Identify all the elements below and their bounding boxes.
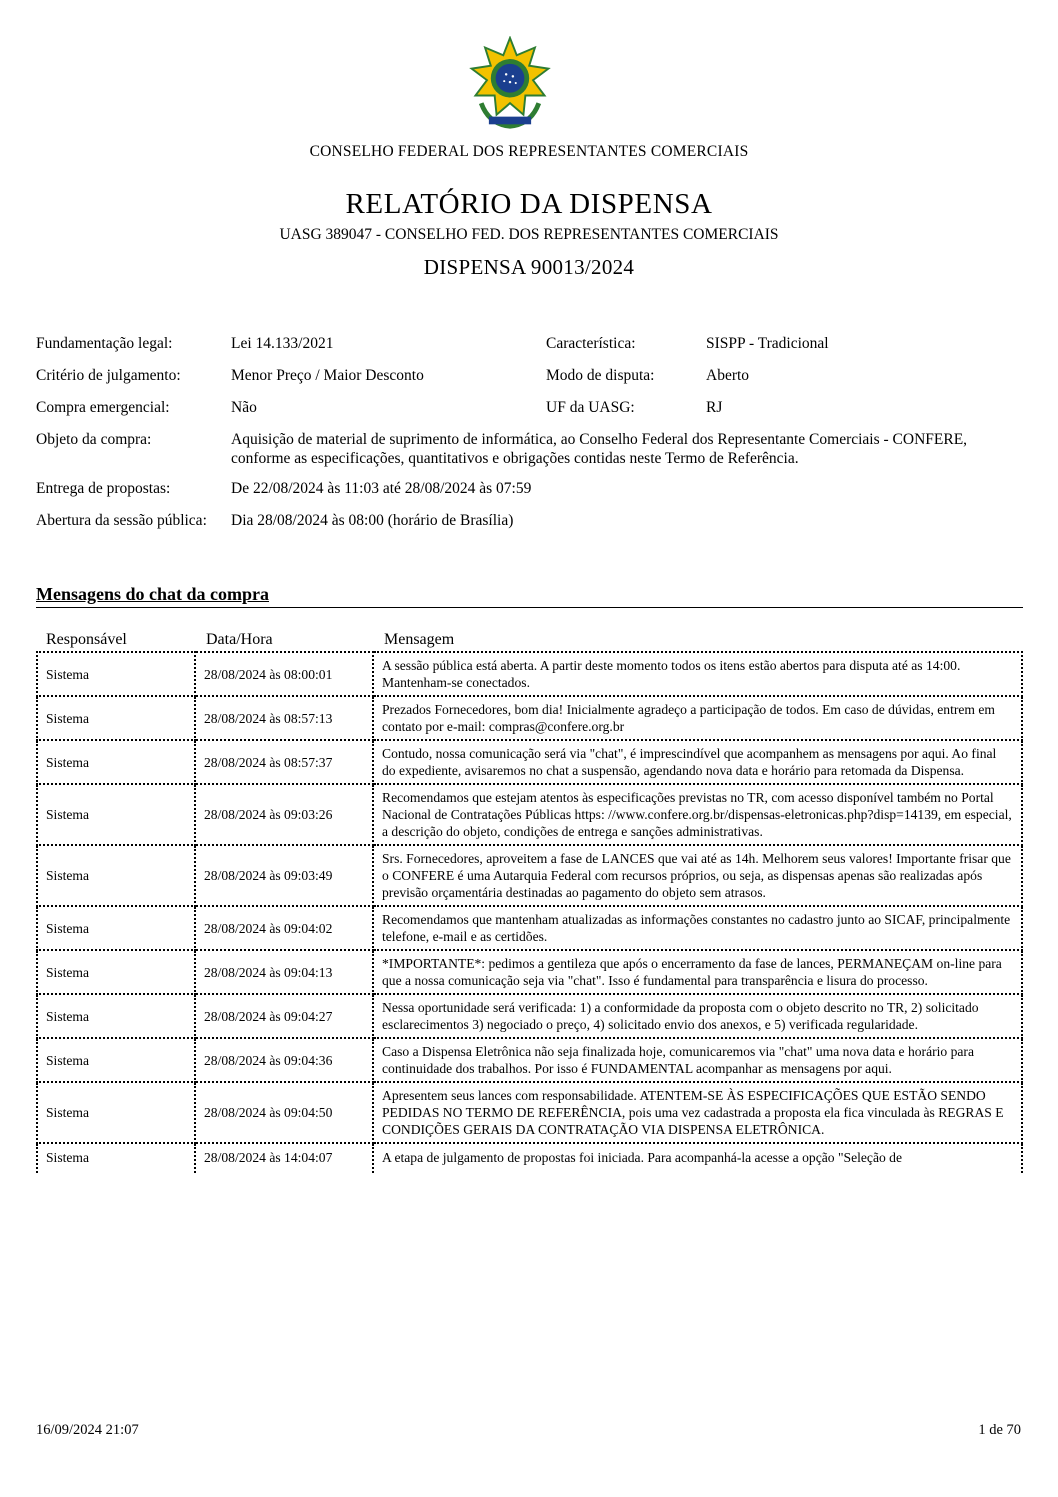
entrega-value: De 22/08/2024 às 11:03 até 28/08/2024 às 07:59	[231, 480, 532, 497]
objeto-label: Objeto da compra:	[36, 431, 152, 448]
row-message: Recomendamos que mantenham atualizadas as informações constantes no cadastro junto ao SICAF, principalmente telefone, e-mail e as certidões.	[373, 906, 1022, 950]
row-datetime: 28/08/2024 às 09:03:49	[195, 845, 373, 906]
row-responsavel: Sistema	[37, 950, 195, 994]
chat-messages-table	[36, 651, 1023, 1173]
uf-label: UF da UASG:	[546, 399, 635, 416]
table-row	[37, 740, 1022, 784]
fundamentacao-value: Lei 14.133/2021	[231, 335, 334, 352]
abertura-label: Abertura da sessão pública:	[36, 512, 207, 529]
chat-heading: Mensagens do chat da compra	[36, 584, 269, 604]
table-row	[37, 696, 1022, 740]
objeto-value: Aquisição de material de suprimento de informática, ao Conselho Federal dos Representante Comerciais - CONFERE, conforme as especificações, quantitativos e obrigações contidas neste Termo de Referência.	[231, 431, 968, 467]
row-message: Srs. Fornecedores, aproveitem a fase de LANCES que vai até as 14h. Melhorem seus valores! Importante frisar que o CONFERE é uma Autarquia Federal com recursos próprios, ou seja, as dispensas apenas são realizadas após previsão orçamentária destinadas ao pagamento do objeto sem atrasos.	[373, 845, 1022, 906]
table-row	[37, 906, 1022, 950]
row-datetime: 28/08/2024 às 09:03:26	[195, 784, 373, 845]
caracteristica-value: SISPP - Tradicional	[706, 335, 829, 352]
row-datetime: 28/08/2024 às 09:04:36	[195, 1038, 373, 1082]
row-responsavel: Sistema	[37, 696, 195, 740]
row-message: Prezados Fornecedores, bom dia! Inicialmente agradeço a participação de todos. Em caso de dúvidas, entrem em contato por e-mail: compras@confere.org.br	[373, 696, 1022, 740]
heading-divider	[36, 607, 1023, 608]
modo-label: Modo de disputa:	[546, 367, 655, 384]
column-header-mensagem: Mensagem	[384, 631, 455, 648]
row-message: Recomendamos que estejam atentos às especificações previstas no TR, com acesso disponível também no Portal Nacional de Contratações Públicas https: //www.confere.org.br/dispensas-eletronicas.php?disp=14139, em especial, a descrição do objeto, condições de entrega e sanções administrativas.	[373, 784, 1022, 845]
table-row	[37, 845, 1022, 906]
caracteristica-label: Característica:	[546, 335, 636, 352]
table-row	[37, 1082, 1022, 1143]
criterio-label: Critério de julgamento:	[36, 367, 181, 384]
modo-value: Aberto	[706, 367, 750, 384]
emergencial-value: Não	[231, 399, 257, 416]
row-datetime: 28/08/2024 às 08:57:13	[195, 696, 373, 740]
row-datetime: 28/08/2024 às 14:04:07	[195, 1143, 373, 1173]
footer-timestamp: 16/09/2024 21:07	[36, 1422, 139, 1438]
emergencial-label: Compra emergencial:	[36, 399, 170, 416]
row-datetime: 28/08/2024 às 09:04:13	[195, 950, 373, 994]
brazil-coat-of-arms-icon	[462, 36, 558, 132]
row-responsavel: Sistema	[37, 906, 195, 950]
row-responsavel: Sistema	[37, 784, 195, 845]
row-message: Nessa oportunidade será verificada: 1) a conformidade da proposta com o objeto descrito no TR, 2) solicitado esclarecimentos 3) negociado o preço, 4) solicitado envio dos anexos, e 5) verificada regularidade.	[373, 994, 1022, 1038]
row-responsavel: Sistema	[37, 845, 195, 906]
row-datetime: 28/08/2024 às 09:04:50	[195, 1082, 373, 1143]
row-responsavel: Sistema	[37, 652, 195, 696]
row-datetime: 28/08/2024 às 09:04:02	[195, 906, 373, 950]
row-message: Caso a Dispensa Eletrônica não seja finalizada hoje, comunicaremos via "chat" uma nova data e horário para continuidade dos trabalhos. Por isso é FUNDAMENTAL acompanhar as mensagens por aqui.	[373, 1038, 1022, 1082]
column-header-responsavel: Responsável	[46, 631, 127, 648]
row-responsavel: Sistema	[37, 1082, 195, 1143]
row-message: A etapa de julgamento de propostas foi iniciada. Para acompanhá-la acesse a opção "Seleção de	[373, 1143, 1022, 1173]
fundamentacao-label: Fundamentação legal:	[36, 335, 173, 352]
table-row	[37, 950, 1022, 994]
row-datetime: 28/08/2024 às 09:04:27	[195, 994, 373, 1038]
row-responsavel: Sistema	[37, 1143, 195, 1173]
table-row	[37, 1038, 1022, 1082]
row-message: A sessão pública está aberta. A partir deste momento todos os itens estão abertos para disputa até as 14:00. Mantenham-se conectados.	[373, 652, 1022, 696]
uf-value: RJ	[706, 399, 723, 416]
row-responsavel: Sistema	[37, 740, 195, 784]
criterio-value: Menor Preço / Maior Desconto	[231, 367, 424, 384]
table-row	[37, 1143, 1022, 1173]
row-datetime: 28/08/2024 às 08:57:37	[195, 740, 373, 784]
table-row	[37, 652, 1022, 696]
row-message: *IMPORTANTE*: pedimos a gentileza que após o encerramento da fase de lances, PERMANEÇAM on-line para que a nossa comunicação seja via "chat". Isso é fundamental para transparência e lisura do processo.	[373, 950, 1022, 994]
dispensa-number: DISPENSA 90013/2024	[423, 255, 635, 279]
uasg-line: UASG 389047 - CONSELHO FED. DOS REPRESENTANTES COMERCIAIS	[279, 226, 779, 243]
column-header-datahora: Data/Hora	[206, 631, 273, 648]
footer-page-number: 1 de 70	[978, 1422, 1021, 1438]
row-message: Contudo, nossa comunicação será via "chat", é imprescindível que acompanhem as mensagens por aqui. Ao final do expediente, avisaremos no chat a suspensão, agendando nova data e horário para retomada da Dispensa.	[373, 740, 1022, 784]
table-row	[37, 784, 1022, 845]
row-responsavel: Sistema	[37, 1038, 195, 1082]
entrega-label: Entrega de propostas:	[36, 480, 171, 497]
row-datetime: 28/08/2024 às 08:00:01	[195, 652, 373, 696]
table-row	[37, 994, 1022, 1038]
row-message: Apresentem seus lances com responsabilidade. ATENTEM-SE ÀS ESPECIFICAÇÕES QUE ESTÃO SENDO PEDIDAS NO TERMO DE REFERÊNCIA, pois uma vez cadastrada a proposta ela fica vinculada às REGRAS E CONDIÇÕES GERAIS DA CONTRATAÇÃO VIA DISPENSA ELETRÔNICA.	[373, 1082, 1022, 1143]
report-title: RELATÓRIO DA DISPENSA	[345, 188, 713, 220]
org-name: CONSELHO FEDERAL DOS REPRESENTANTES COMERCIAIS	[309, 143, 749, 160]
abertura-value: Dia 28/08/2024 às 08:00 (horário de Brasília)	[231, 512, 514, 529]
row-responsavel: Sistema	[37, 994, 195, 1038]
